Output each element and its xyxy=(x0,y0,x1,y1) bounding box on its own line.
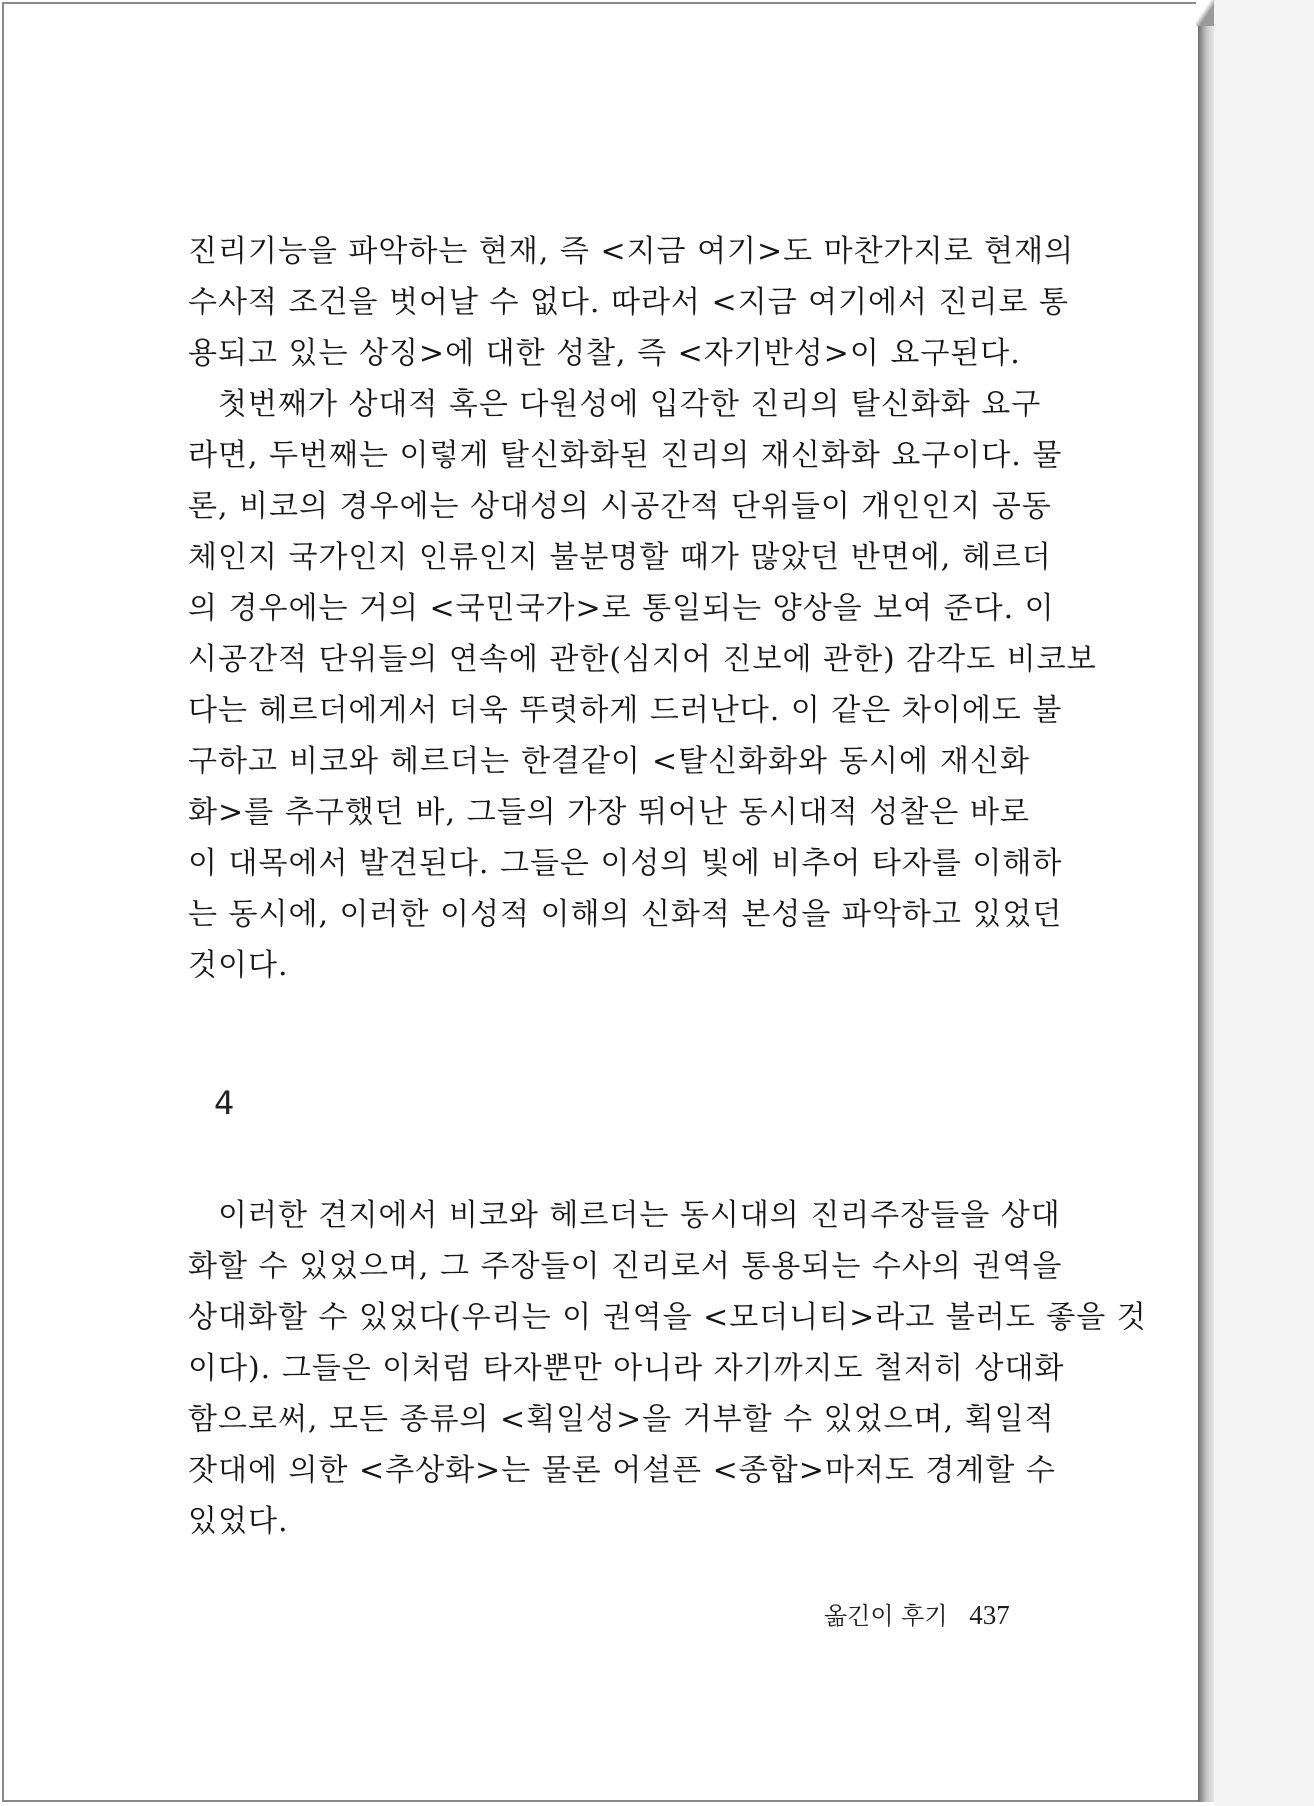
text-line: 이러한 견지에서 비코와 헤르더는 동시대의 진리주장들을 상대 xyxy=(218,1198,1061,1233)
text-line: 것이다. xyxy=(188,948,289,983)
text-line: 의 경우에는 거의 <국민국가>로 통일되는 양상을 보여 준다. 이 xyxy=(188,591,1055,626)
text-line: 화할 수 있었으며, 그 주장들이 진리로서 통용되는 수사의 권역을 xyxy=(188,1249,1063,1284)
text-line: 이다). 그들은 이처럼 타자뿐만 아니라 자기까지도 철저히 상대화 xyxy=(188,1351,1065,1386)
text-line: 첫번째가 상대적 혹은 다원성에 입각한 진리의 탈신화화 요구 xyxy=(218,387,1042,422)
page-binding-edge xyxy=(1198,2,1214,1802)
text-line: 라면, 두번째는 이렇게 탈신화화된 진리의 재신화화 요구이다. 물 xyxy=(188,438,1063,473)
text-line: 수사적 조건을 벗어날 수 없다. 따라서 <지금 여기에서 진리로 통 xyxy=(188,285,1069,320)
body-text-section-2 xyxy=(188,1190,1147,1547)
text-line: 체인지 국가인지 인류인지 불분명할 때가 많았던 반면에, 헤르더 xyxy=(188,540,1052,575)
text-line: 상대화할 수 있었다(우리는 이 권역을 <모더니티>라고 불러도 좋을 것 xyxy=(188,1300,1147,1335)
footer-title: 옮긴이 후기 xyxy=(824,1602,948,1630)
running-footer xyxy=(824,1596,1010,1631)
body-text-section-1 xyxy=(188,226,1097,991)
text-line: 잣대에 의한 <추상화>는 물론 어설픈 <종합>마저도 경계할 수 xyxy=(188,1453,1056,1488)
text-line: 다는 헤르더에게서 더욱 뚜렷하게 드러난다. 이 같은 차이에도 불 xyxy=(188,693,1063,728)
text-line: 론, 비코의 경우에는 상대성의 시공간적 단위들이 개인인지 공동 xyxy=(188,489,1052,524)
text-line: 진리기능을 파악하는 현재, 즉 <지금 여기>도 마찬가지로 현재의 xyxy=(188,234,1075,269)
text-line: 이 대목에서 발견된다. 그들은 이성의 빛에 비추어 타자를 이해하 xyxy=(188,846,1063,881)
section-number: 4 xyxy=(214,1084,235,1122)
text-line: 는 동시에, 이러한 이성적 이해의 신화적 본성을 파악하고 있었던 xyxy=(188,897,1063,932)
text-line: 구하고 비코와 헤르더는 한결같이 <탈신화화와 동시에 재신화 xyxy=(188,744,1030,779)
page-number: 437 xyxy=(969,1600,1010,1630)
text-line: 화>를 추구했던 바, 그들의 가장 뛰어난 동시대적 성찰은 바로 xyxy=(188,795,1030,830)
text-line: 시공간적 단위들의 연속에 관한(심지어 진보에 관한) 감각도 비코보 xyxy=(188,642,1097,677)
text-line: 용되고 있는 상징>에 대한 성찰, 즉 <자기반성>이 요구된다. xyxy=(188,336,1021,371)
background-outside-page xyxy=(1214,0,1314,1806)
text-line: 함으로써, 모든 종류의 <획일성>을 거부할 수 있었으며, 획일적 xyxy=(188,1402,1055,1437)
text-line: 있었다. xyxy=(188,1504,289,1539)
page-corner xyxy=(1196,0,1214,26)
